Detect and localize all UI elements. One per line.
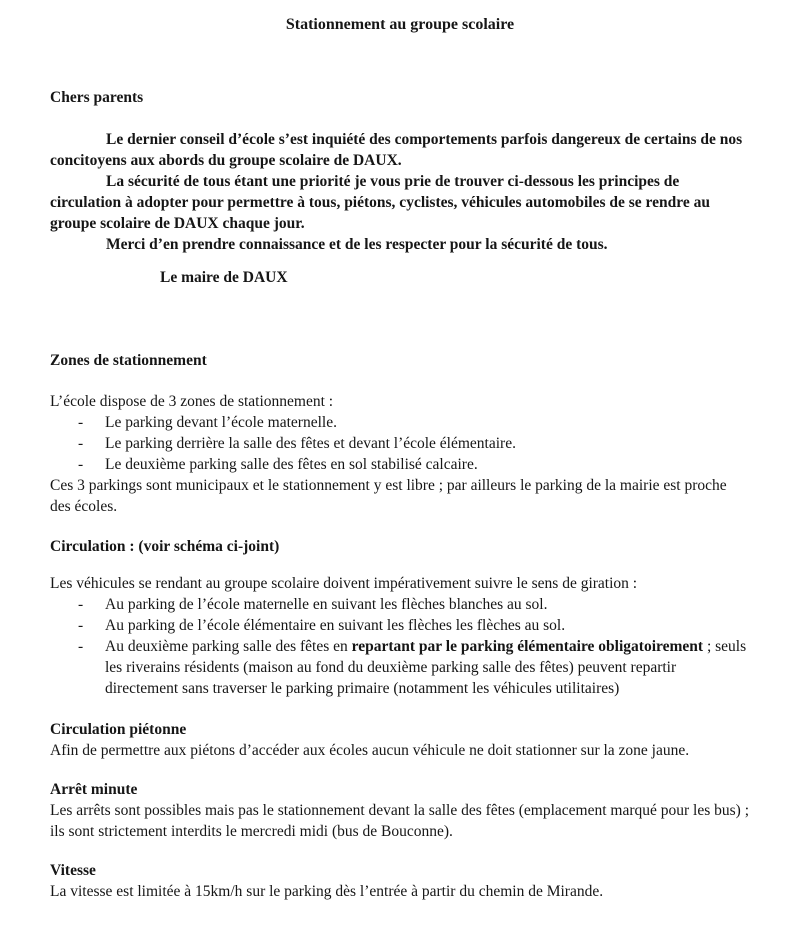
circulation-pietonne-body: Afin de permettre aux piétons d’accéder aux écoles aucun véhicule ne doit stationner sur la zone jaune. (50, 742, 690, 759)
bullet-marker: - (78, 456, 84, 473)
section-heading-vitesse: Vitesse (50, 862, 96, 879)
intro-block (50, 129, 750, 255)
bullet-item (50, 454, 750, 475)
zones-footer-text: Ces 3 parkings sont municipaux et le stationnement y est libre ; par ailleurs le parking de la mairie est proche des écoles. (50, 477, 727, 515)
section-heading-arret-minute: Arrêt minute (50, 781, 138, 798)
bullet-marker: - (78, 414, 84, 431)
circulation-lead: Les véhicules se rendant au groupe scolaire doivent impérativement suivre le sens de giration : (50, 575, 638, 592)
bullet-text: Le parking devant l’école maternelle. (105, 414, 337, 431)
section-heading-circulation: Circulation : (voir schéma ci-joint) (50, 538, 280, 555)
vitesse-body: La vitesse est limitée à 15km/h sur le parking dès l’entrée à partir du chemin de Mirande. (50, 883, 604, 900)
bullet-marker: - (78, 435, 84, 452)
section-heading-zones: Zones de stationnement (50, 352, 207, 369)
bullet-text: Au parking de l’école maternelle en suivant les flèches blanches au sol. (105, 596, 548, 613)
salutation: Chers parents (50, 89, 144, 106)
bullet-text: Le parking derrière la salle des fêtes et devant l’école élémentaire. (105, 435, 516, 452)
bullet-text-bold-segment: repartant par le parking élémentaire obligatoirement (351, 638, 704, 655)
bullet-marker: - (78, 638, 84, 655)
bullet-marker: - (78, 596, 84, 613)
bullet-marker: - (78, 617, 84, 634)
bullet-text: Le deuxième parking salle des fêtes en sol stabilisé calcaire. (105, 456, 478, 473)
bullet-text (105, 638, 746, 697)
bullet-item (50, 594, 750, 615)
intro-paragraph-1: Le dernier conseil d’école s’est inquiété des comportements parfois dangereux de certains de nos concitoyens aux abords du groupe scolaire de DAUX. (50, 131, 743, 169)
bullet-item (50, 412, 750, 433)
bullet-text-suffix: ; seuls les riverains résidents (maison au fond du deuxième parking salle des fêtes) peuvent repartir directement sans traverser le parking primaire (notamment les véhicules utilitaires) (105, 638, 747, 697)
bullet-text-prefix: Au deuxième parking salle des fêtes en (105, 638, 352, 655)
arret-minute-body: Les arrêts sont possibles mais pas le stationnement devant la salle des fêtes (emplacement marqué pour les bus) ; ils sont strictement interdits le mercredi midi (bus de Bouconne). (50, 802, 750, 840)
intro-paragraph-2: La sécurité de tous étant une priorité je vous prie de trouver ci-dessous les principes de circulation à adopter pour permettre à tous, piétons, cyclistes, véhicules automobiles de se rendre au groupe scolaire de DAUX chaque jour. (50, 173, 711, 232)
bullet-item (50, 615, 750, 636)
section-heading-circulation-pietonne: Circulation piétonne (50, 721, 187, 738)
bullet-item (50, 433, 750, 454)
bullet-text: Au parking de l’école élémentaire en suivant les flèches les flèches au sol. (105, 617, 566, 634)
intro-paragraph-3: Merci d’en prendre connaissance et de les respecter pour la sécurité de tous. (106, 236, 608, 253)
bullet-item (50, 636, 750, 699)
page-title: Stationnement au groupe scolaire (285, 16, 515, 33)
signature: Le maire de DAUX (160, 269, 288, 286)
zones-lead: L’école dispose de 3 zones de stationnement : (50, 393, 334, 410)
